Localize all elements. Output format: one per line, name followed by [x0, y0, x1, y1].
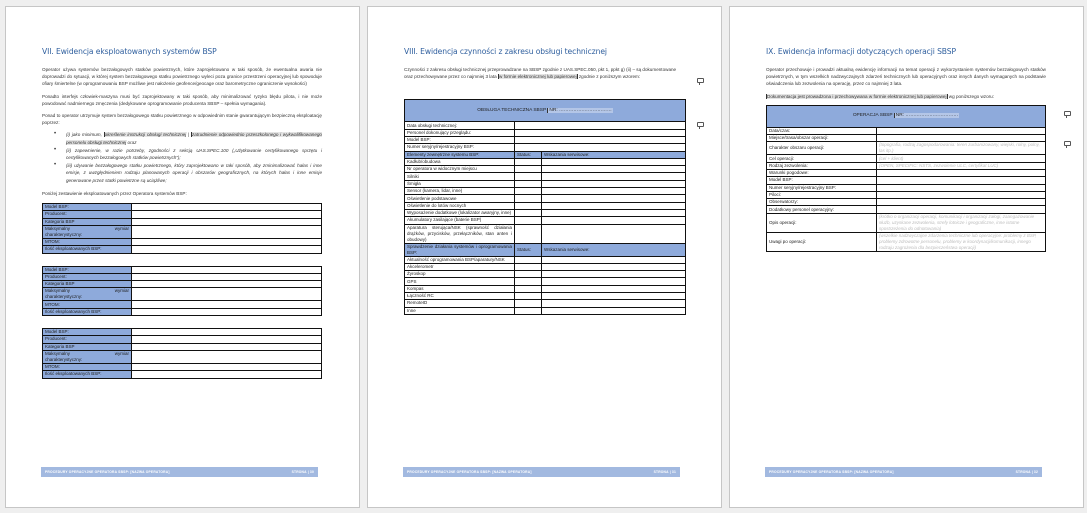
section-header-row [405, 151, 686, 158]
table-row [405, 180, 686, 187]
text: zgodnie z poniższym wzorem: [577, 74, 641, 80]
table-row [767, 170, 1046, 177]
value-cell[interactable] [515, 137, 686, 144]
row-label: Kategoria BSP [43, 281, 132, 288]
row-label: Śmigła [405, 180, 515, 187]
service-cell[interactable] [542, 166, 686, 173]
status-cell[interactable] [515, 217, 542, 224]
section-heading: VIII. Ewidencja czynności z zakresu obsługi technicznej [404, 47, 607, 56]
service-cell[interactable] [542, 217, 686, 224]
nr-field[interactable]: NR: …………………………… [895, 113, 959, 119]
operation-table [766, 105, 1046, 252]
status-cell[interactable] [515, 202, 542, 209]
table-row [405, 122, 686, 129]
status-cell[interactable] [515, 188, 542, 195]
status-cell[interactable] [515, 293, 542, 300]
table-row [43, 238, 322, 245]
value-cell[interactable] [132, 225, 322, 238]
value-cell[interactable] [132, 343, 322, 350]
service-cell[interactable] [542, 256, 686, 263]
document-page-32 [729, 6, 1084, 508]
page-footer [765, 467, 1042, 477]
placeholder-hint: (topografia, rodzaj zagospodarowania: teren zurbanizowany, wiejski, rolny, polny, las itp.) [879, 142, 1040, 154]
table-row [43, 363, 322, 370]
value-cell[interactable] [132, 246, 322, 253]
bullet-item: • (ii) zapewnienie, w razie potrzeby, zgodności z sekcją UAS.SPEC.100 („Użytkowanie certyfikowanego sprzętu i certyfikowanych bezzałogowych statków powietrznych”); [56, 147, 322, 161]
service-cell[interactable] [542, 271, 686, 278]
row-label: Żyroskop [405, 271, 515, 278]
table-row [43, 246, 322, 253]
paragraph: Operator przechowuje i prowadzi aktualną ewidencję informacji na temat operacji z wykorzystaniem systemów bezzałogowych statków powietrznych, w tym wszelkich nadzwyczajnych zdarzeń technicznych lub operacyjnych oraz innych danych wymaganych na podstawie oświadczenia lub zezwolenia na operację, przez co najmniej 3 lata. [766, 67, 1046, 87]
table-row [43, 371, 322, 378]
table-row [43, 301, 322, 308]
value-cell[interactable] [132, 308, 322, 315]
row-label: Model BSP: [767, 177, 877, 184]
separator: | [186, 132, 191, 138]
service-cell[interactable] [542, 278, 686, 285]
table-row [405, 285, 686, 292]
status-cell[interactable] [515, 180, 542, 187]
label-word: wymiar [114, 350, 129, 356]
value-cell[interactable] [132, 204, 322, 211]
bsp-tables [42, 203, 322, 378]
value-cell[interactable] [132, 281, 322, 288]
table-row [43, 336, 322, 343]
status-header: Status: [515, 151, 542, 158]
section-heading: VII. Ewidencja eksploatowanych systemów BSP [42, 47, 217, 56]
value-cell[interactable] [132, 350, 322, 363]
row-label: Nr operatora w widocznym miejscu [405, 166, 515, 173]
paragraph: Poniżej zestawienie eksploatowanych przez Operatora systemów BSP: [42, 190, 187, 196]
section-heading: IX. Ewidencja informacji dotyczących operacji SBSP [766, 47, 956, 56]
placeholder-hint: (wszelkie nadzwyczajne zdarzenia techniczne lub operacyjne: problemy z BSP, problemy zdrowotne personelu, problemy w koordynacji/komunikacji, innego rodzaju zagrożenia dla bezpieczeństwa operacji) [879, 232, 1037, 250]
row-label: Numer seryjny/rejestracyjny BSP: [405, 144, 515, 151]
table-row [405, 188, 686, 195]
value-cell[interactable] [132, 329, 322, 336]
label-word: Maksymalny [45, 288, 71, 294]
service-cell[interactable] [542, 188, 686, 195]
label-word: Maksymalny [45, 350, 71, 356]
table-row [405, 256, 686, 263]
row-label: Kadłub/obudowa [405, 158, 515, 165]
value-cell[interactable] [877, 127, 1046, 134]
status-cell[interactable] [515, 256, 542, 263]
row-label: Silniki [405, 173, 515, 180]
row-label: Akcelerometr [405, 263, 515, 270]
value-cell[interactable] [132, 363, 322, 370]
row-label: Uwagi po operacji: [767, 232, 877, 251]
status-cell[interactable] [515, 195, 542, 202]
status-cell[interactable] [515, 209, 542, 216]
document-page-30 [5, 6, 360, 508]
table-row [43, 218, 322, 225]
nr-field[interactable]: NR: …………………………… [549, 107, 612, 113]
status-header: Status: [515, 243, 542, 256]
row-label: Sensor (kamera, lidar, inne) [405, 188, 515, 195]
status-cell[interactable] [515, 307, 542, 314]
row-label: GPS [405, 278, 515, 285]
row-label: Obserwatorzy: [767, 199, 877, 206]
service-header: Wskazania serwisowe: [542, 151, 686, 158]
bullet-item [56, 131, 322, 145]
service-cell[interactable] [542, 307, 686, 314]
row-label: Personel dokonujący przeglądu: [405, 129, 515, 136]
service-header: Wskazania serwisowe: [542, 243, 686, 256]
row-label: Data/czas: [767, 127, 877, 134]
row-label: Data obsługi technicznej: [405, 122, 515, 129]
paragraph: Ponad to operator utrzymuje system bezzałogowego statku powietrznego w odpowiednim stanie gwarantującym bezpieczną eksploatację poprzez: [42, 113, 322, 126]
title-text: OPERACJA SBSP [852, 113, 894, 119]
title-text: OBSŁUGA TECHNICZNA SBSP [477, 107, 548, 113]
value-cell[interactable] [877, 199, 1046, 206]
service-cell[interactable] [542, 158, 686, 165]
row-label [43, 225, 132, 238]
service-cell[interactable] [542, 285, 686, 292]
table-row [767, 177, 1046, 184]
row-label: Producent: [43, 336, 132, 343]
row-label: Model BSP: [405, 137, 515, 144]
table-row [43, 273, 322, 280]
row-label: Kategoria BSP [43, 343, 132, 350]
comment-icon[interactable] [1064, 141, 1071, 146]
page-number: STRONA | 30 [291, 470, 314, 474]
status-cell[interactable] [515, 224, 542, 243]
table-row [767, 191, 1046, 198]
row-label: Charakter obszaru operacji: [767, 142, 877, 155]
value-cell[interactable] [877, 206, 1046, 213]
table-row [405, 278, 686, 285]
status-cell[interactable] [515, 173, 542, 180]
status-cell[interactable] [515, 158, 542, 165]
table-row [405, 166, 686, 173]
row-label: MTOM: [43, 301, 132, 308]
row-label: Cel operacji: [767, 155, 877, 162]
service-cell[interactable] [542, 293, 686, 300]
row-label: Producent: [43, 211, 132, 218]
table-row [767, 142, 1046, 155]
service-cell[interactable] [542, 195, 686, 202]
row-label: Ilość eksploatowanych BSP: [43, 308, 132, 315]
value-cell[interactable] [877, 170, 1046, 177]
table-row [43, 350, 322, 363]
table-row [43, 211, 322, 218]
row-label: Piloci: [767, 191, 877, 198]
table-row [405, 271, 686, 278]
row-label: Warunki pogodowe: [767, 170, 877, 177]
row-label: Aktualność oprogramowania BSP/aparatury/NSK [405, 256, 515, 263]
bullet-text: oraz [126, 139, 137, 145]
table-row [405, 173, 686, 180]
status-cell[interactable] [515, 278, 542, 285]
table-row [767, 213, 1046, 232]
value-cell[interactable] [132, 211, 322, 218]
row-label: MTOM: [43, 363, 132, 370]
row-label: Łączność RC [405, 293, 515, 300]
status-cell[interactable] [515, 166, 542, 173]
table-row [405, 263, 686, 270]
row-label: Miejsce/trasa/obszar operacji: [767, 135, 877, 142]
table-row [43, 281, 322, 288]
row-label: Oświetlenie do lotów nocnych [405, 202, 515, 209]
value-cell[interactable] [132, 266, 322, 273]
service-cell[interactable] [542, 224, 686, 243]
bsp-summary-table [42, 203, 322, 253]
value-cell[interactable] [515, 122, 686, 129]
value-cell[interactable] [132, 336, 322, 343]
table-title [767, 105, 1046, 127]
table-row [43, 204, 322, 211]
paragraph [766, 93, 1046, 100]
highlighted-text[interactable]: zatrudnienie odpowiednio przeszkolonego i wykwalifikowanego personelu obsługi technicznej [66, 132, 322, 145]
page-number: STRONA | 31 [653, 470, 676, 474]
section-header: Sprawdzenie działania systemów i oprogramowania BSP: [405, 243, 515, 256]
row-label: Model BSP: [43, 204, 132, 211]
table-row [43, 329, 322, 336]
comment-icon[interactable] [697, 78, 704, 83]
table-row [405, 293, 686, 300]
highlighted-text[interactable]: Dokumentacja jest prowadzona i przechowywana w formie elektronicznej lub papierowej [767, 93, 947, 99]
table-row [767, 206, 1046, 213]
service-cell[interactable] [542, 209, 686, 216]
value-cell[interactable] [877, 213, 1046, 232]
row-label: Ilość eksploatowanych BSP: [43, 246, 132, 253]
row-label: Producent: [43, 273, 132, 280]
status-cell[interactable] [515, 271, 542, 278]
label-word: charakterystyczny: [45, 294, 83, 300]
value-cell[interactable] [132, 288, 322, 301]
row-label: Model BSP: [43, 329, 132, 336]
table-row [43, 266, 322, 273]
page-number: STRONA | 32 [1015, 470, 1038, 474]
status-cell[interactable] [515, 285, 542, 292]
table-row [405, 300, 686, 307]
placeholder-hint: (cel + klient) [879, 155, 904, 161]
row-label: Kategoria BSP [43, 218, 132, 225]
service-cell[interactable] [542, 300, 686, 307]
value-cell[interactable] [877, 232, 1046, 251]
table-row [767, 184, 1046, 191]
row-label: Ilość eksploatowanych BSP: [43, 371, 132, 378]
text: Czynności z zakresu obsługi technicznej przeprowadzane na SBSP zgodnie z UAS.SPEC.050, pkt 1, ppkt g) (ii) – są dokumentowane oraz przechowywane przez co najmniej 3 lata [404, 67, 677, 80]
table-row [43, 288, 322, 301]
row-label: MTOM: [43, 238, 132, 245]
status-cell[interactable] [515, 300, 542, 307]
value-cell[interactable] [877, 142, 1046, 155]
table-row [767, 199, 1046, 206]
row-label: Rodzaj zezwolenia: [767, 162, 877, 169]
table-row [767, 155, 1046, 162]
value-cell[interactable] [132, 301, 322, 308]
value-cell[interactable] [877, 162, 1046, 169]
row-label: Model BSP: [43, 266, 132, 273]
table-row [767, 127, 1046, 134]
row-label: Akumulatory zasilające (baterie BSP) [405, 217, 515, 224]
value-cell[interactable] [877, 191, 1046, 198]
value-cell[interactable] [132, 238, 322, 245]
table-title [405, 100, 686, 122]
footer-title: PROCEDURY OPERACYJNE OPERATORA SBSP: [NAZWA OPERATORA] [407, 470, 532, 474]
row-label: Kompas [405, 285, 515, 292]
label-word: Maksymalny [45, 225, 71, 231]
table-row [405, 137, 686, 144]
row-label: RemoteID [405, 300, 515, 307]
value-cell[interactable] [132, 371, 322, 378]
row-label [43, 288, 132, 301]
document-page-31 [367, 6, 722, 508]
page-footer [403, 467, 680, 477]
table-row [405, 158, 686, 165]
label-word: charakterystyczny: [45, 356, 83, 362]
service-cell[interactable] [542, 263, 686, 270]
label-word: charakterystyczny: [45, 231, 83, 237]
label-word: wymiar [114, 288, 129, 294]
comment-icon[interactable] [1064, 111, 1071, 116]
table-row [405, 217, 686, 224]
section-header: Elementy zewnętrzne systemu BSP: [405, 151, 515, 158]
value-cell[interactable] [877, 184, 1046, 191]
footer-title: PROCEDURY OPERACYJNE OPERATORA SBSP: [NAZWA OPERATORA] [45, 470, 170, 474]
row-label: Inne [405, 307, 515, 314]
service-cell[interactable] [542, 202, 686, 209]
table-row [767, 162, 1046, 169]
value-cell[interactable] [515, 129, 686, 136]
footer-title: PROCEDURY OPERACYJNE OPERATORA SBSP: [NAZWA OPERATORA] [769, 470, 894, 474]
maintenance-table [404, 99, 686, 315]
placeholder-hint: (krótko o organizacji operacji, komunikacji i organizacji załogi, zaangażowanie służb, uzyskane zezwolenia, strefy lotnicze i geograficzne, inne istotne spostrzeżenia do odnotowania) [879, 213, 1035, 231]
table-row [767, 232, 1046, 251]
row-label: Numer seryjny/rejestracyjny BSP: [767, 184, 877, 191]
row-label: Oświetlenie podstawowe [405, 195, 515, 202]
table-row [405, 144, 686, 151]
table-row [43, 308, 322, 315]
value-cell[interactable] [515, 144, 686, 151]
service-cell[interactable] [542, 180, 686, 187]
table-row [405, 224, 686, 243]
bullet-list [56, 131, 322, 183]
row-label [43, 350, 132, 363]
table-row [405, 307, 686, 314]
row-label: Aparatura sterująca/NSK (sprawność działania drążków, przycisków, przełączników, stan anten i obudowy) [405, 224, 515, 243]
bsp-summary-table [42, 328, 322, 378]
value-cell[interactable] [877, 135, 1046, 142]
row-label: Dodatkowy personel operacyjny: [767, 206, 877, 213]
table-row [43, 343, 322, 350]
table-row [43, 225, 322, 238]
service-cell[interactable] [542, 173, 686, 180]
status-cell[interactable] [515, 263, 542, 270]
paragraph: Operator używa systemów bezzałogowych statków powietrznych, które zaprojektowano w taki sposób, że ewentualna awaria nie doprowadzi do sytuacji, w której system bezzałogowego statku powietrznego wyleci poza granice przestrzeni operacyjnej lub spowoduje ofiary śmiertelne (w oprogramowaniu BSP możliwe jest nałożenie geofence/geocage oraz barometryczne ograniczenie wysokości) [42, 67, 322, 87]
value-cell[interactable] [877, 177, 1046, 184]
label-word: wymiar [114, 225, 129, 231]
value-cell[interactable] [132, 273, 322, 280]
comment-icon[interactable] [697, 122, 704, 127]
value-cell[interactable] [132, 218, 322, 225]
table-row [405, 195, 686, 202]
row-label: Opis operacji: [767, 213, 877, 232]
value-cell[interactable] [877, 155, 1046, 162]
table-row [405, 209, 686, 216]
bullet-text: (i) jako minimum, [66, 132, 104, 138]
table-row [405, 129, 686, 136]
bsp-summary-table [42, 266, 322, 316]
paragraph [404, 66, 686, 80]
highlighted-text[interactable]: określenie instrukcji obsługi technicznej [104, 132, 187, 138]
section-header-row [405, 243, 686, 256]
placeholder-hint: (OPEN, SPECIFIC: NSTS, zezwolenie ULC, certyfikat LUC) [879, 162, 999, 168]
table-row [405, 202, 686, 209]
highlighted-text[interactable]: w formie elektronicznej lub papierowej [498, 74, 577, 80]
paragraph: Ponadto interfejs człowiek-maszyna musi być zaprojektowany w taki sposób, aby minimalizować ryzyko błędu pilota, i nie może powodować nadmiernego zmęczenia (dedykowane oprogramowanie producenta SBSP – spełnia wymagania). [42, 93, 322, 106]
table-row [767, 135, 1046, 142]
bullet-item: • (iii) używanie bezzałogowego statku powietrznego, który zaprojektowano w taki sposób, aby zminimalizować hałas i inne emisje, z uwzględnieniem rodzaju planowanych operacji i obszarów geograficznych, na których hałas i inne emisje generowane przez statki powietrzne są uciążliwe; [56, 162, 322, 184]
text: wg poniższego wzoru: [947, 93, 994, 99]
row-label: Wyposażenie dodatkowe (lokalizator awaryjny, inne) [405, 209, 515, 216]
page-footer [41, 467, 318, 477]
